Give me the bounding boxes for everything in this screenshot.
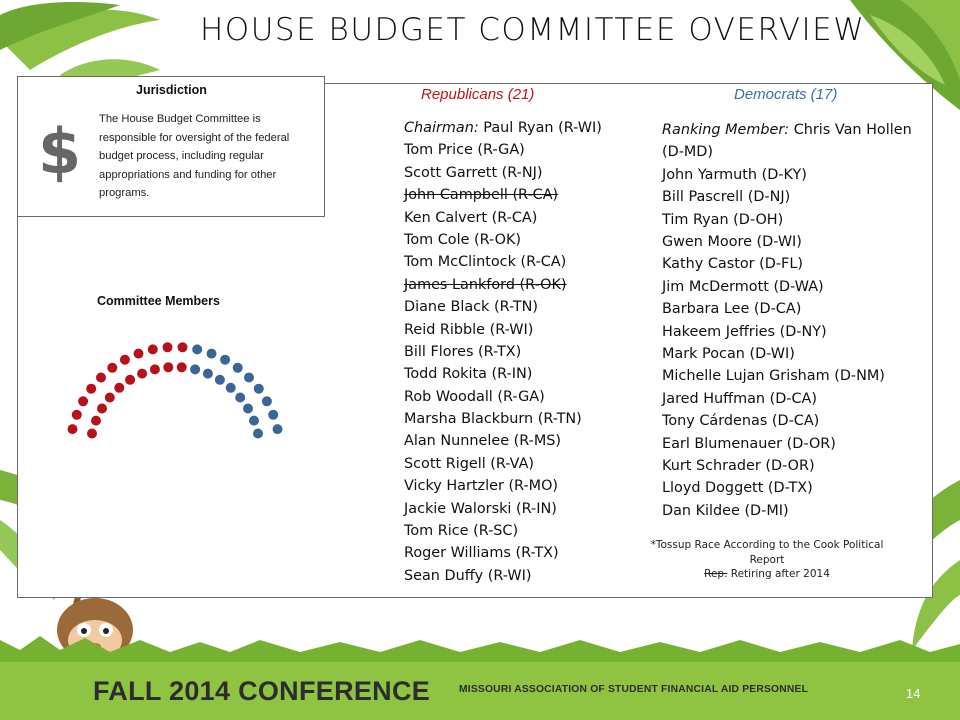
footer-bar-top <box>0 652 960 662</box>
republican-member: Todd Rokita (R-IN) <box>404 366 533 383</box>
republican-member: Tom McClintock (R-CA) <box>404 254 567 271</box>
democrat-member: Kathy Castor (D-FL) <box>662 256 803 273</box>
republican-seat <box>114 383 124 393</box>
republican-member: Jackie Walorski (R-IN) <box>404 500 557 517</box>
republican-member: Alan Nunnelee (R-MS) <box>404 433 562 450</box>
democrat-seat <box>192 344 202 354</box>
dollar-icon: $ <box>38 115 82 188</box>
republican-seat <box>163 362 173 372</box>
republican-seat <box>125 375 135 385</box>
democrat-seat <box>235 393 245 403</box>
republican-seat <box>68 424 78 434</box>
republican-seat <box>107 363 117 373</box>
republican-seat <box>72 410 82 420</box>
republican-member: Diane Black (R-TN) <box>404 299 539 316</box>
republican-seat <box>150 364 160 374</box>
republican-member: Marsha Blackburn (R-TN) <box>404 411 582 428</box>
democrat-seat <box>244 373 254 383</box>
committee-members-label: Committee Members <box>97 294 220 308</box>
republican-member: Tom Price (R-GA) <box>404 142 525 159</box>
organization-name: MISSOURI ASSOCIATION OF STUDENT FINANCIAL AID PERSONNEL <box>459 684 809 695</box>
democrat-member: Jared Huffman (D-CA) <box>662 390 818 407</box>
democrat-member: Kurt Schrader (D-OR) <box>662 457 815 474</box>
republican-member-list <box>404 117 602 584</box>
democrat-seat <box>226 383 236 393</box>
republican-seat <box>87 429 97 439</box>
republican-member: James Lankford (R-OK) <box>404 276 567 293</box>
republican-member: Tom Rice (R-SC) <box>404 523 519 540</box>
republican-seat <box>78 396 88 406</box>
republican-seat <box>105 393 115 403</box>
republican-seat <box>163 342 173 352</box>
republican-seat <box>177 362 187 372</box>
republican-member: Vicky Hartzler (R-MO) <box>404 478 559 495</box>
democrat-member: Jim McDermott (D-WA) <box>662 278 824 295</box>
ranking-member-prefix: Ranking Member: <box>662 122 794 138</box>
grass-decoration <box>0 636 960 652</box>
republican-seat <box>97 404 107 414</box>
democrats-heading: Democrats (17) <box>734 86 838 103</box>
democrat-member: Dan Kildee (D-MI) <box>662 502 789 519</box>
democrat-seat <box>233 363 243 373</box>
republican-seat <box>178 342 188 352</box>
republican-seat <box>134 349 144 359</box>
chairman-prefix: Chairman: <box>404 120 484 136</box>
retiring-note-text: Retiring after 2014 <box>727 568 830 580</box>
ranking-member-entry <box>662 119 927 164</box>
democrat-seat <box>249 416 259 426</box>
democrat-seat <box>190 364 200 374</box>
democrat-seat <box>220 355 230 365</box>
democrat-member: Tim Ryan (D-OH) <box>662 211 784 228</box>
democrat-member: Tony Cárdenas (D-CA) <box>662 413 820 430</box>
democrat-member: Lloyd Doggett (D-TX) <box>662 480 813 497</box>
republican-member: Reid Ribble (R-WI) <box>404 321 534 338</box>
republican-seat <box>86 384 96 394</box>
republican-member: Bill Flores (R-TX) <box>404 343 522 360</box>
republicans-heading: Republicans (21) <box>421 86 535 103</box>
democrat-member: Earl Blumenauer (D-OR) <box>662 435 836 452</box>
democrat-seat <box>243 404 253 414</box>
republican-member: John Campbell (R-CA) <box>404 187 559 204</box>
jurisdiction-heading: Jurisdiction <box>136 83 207 97</box>
page-title: HOUSE BUDGET COMMITTEE OVERVIEW <box>200 12 866 48</box>
democrat-member: Bill Pascrell (D-NJ) <box>662 189 791 206</box>
republican-seat <box>148 344 158 354</box>
chairman-entry <box>404 117 602 139</box>
republican-member: Roger Williams (R-TX) <box>404 545 559 562</box>
republican-member: Scott Garrett (R-NJ) <box>404 164 543 181</box>
republican-member: Tom Cole (R-OK) <box>404 231 522 248</box>
democrat-seat <box>253 429 263 439</box>
chairman-name: Paul Ryan (R-WI) <box>483 120 602 136</box>
republican-seat <box>120 355 130 365</box>
jurisdiction-text: The House Budget Committee is responsible for oversight of the federal budget process, including regular appropriations and funding for other programs. <box>99 113 290 199</box>
republican-member: Scott Rigell (R-VA) <box>404 455 535 472</box>
democrat-seat <box>268 410 278 420</box>
footnotes <box>633 538 901 582</box>
republican-member: Sean Duffy (R-WI) <box>404 567 532 584</box>
democrat-seat <box>215 375 225 385</box>
democrat-member: Michelle Lujan Grisham (D-NM) <box>662 368 885 385</box>
republican-seat <box>137 369 147 379</box>
democrat-seat <box>262 396 272 406</box>
page-number: 14 <box>906 686 921 701</box>
democrat-member: Gwen Moore (D-WI) <box>662 233 802 250</box>
conference-title: FALL 2014 CONFERENCE <box>93 676 431 706</box>
democrat-member-list <box>662 119 927 519</box>
retiring-note <box>633 567 901 582</box>
democrat-member: Mark Pocan (D-WI) <box>662 345 795 362</box>
seat-chart <box>50 340 300 460</box>
democrat-seat <box>273 424 283 434</box>
democrat-member: John Yarmuth (D-KY) <box>662 166 807 183</box>
ranking-member-name: Chris Van Hollen (D-MD) <box>662 122 912 161</box>
republican-seat <box>96 373 106 383</box>
retiring-note-label: Rep. <box>704 568 728 580</box>
democrat-seat <box>207 349 217 359</box>
republican-member: Rob Woodall (R-GA) <box>404 388 545 405</box>
democrat-seat <box>254 384 264 394</box>
republican-seat <box>91 416 101 426</box>
republican-member: Ken Calvert (R-CA) <box>404 209 538 226</box>
tossup-note: *Tossup Race According to the Cook Political Report <box>650 539 884 566</box>
democrat-member: Barbara Lee (D-CA) <box>662 301 802 318</box>
democrat-member: Hakeem Jeffries (D-NY) <box>662 323 827 340</box>
democrat-seat <box>203 369 213 379</box>
